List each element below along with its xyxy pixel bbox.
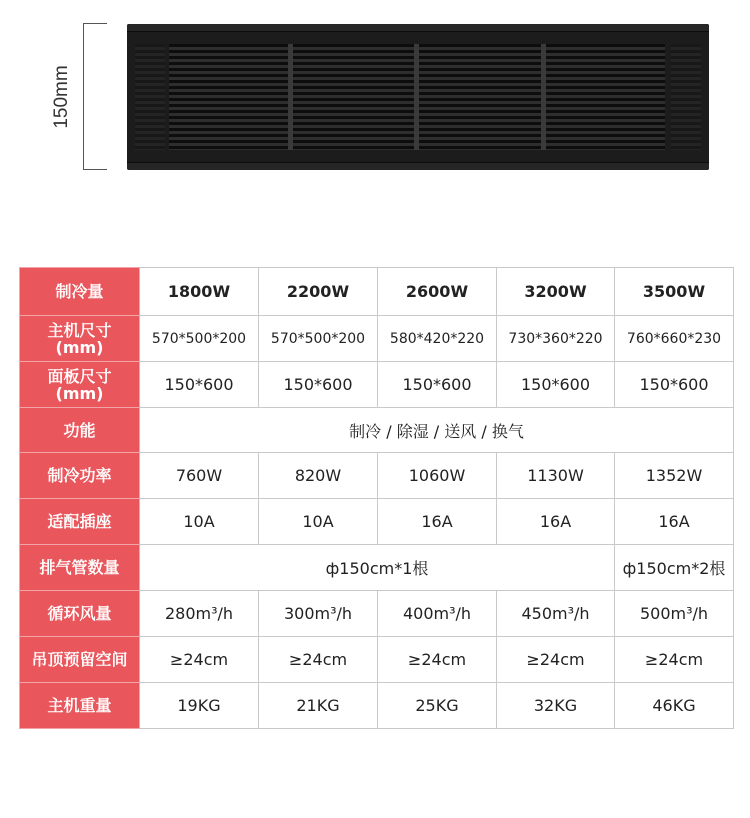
bracket-top-tick (83, 23, 107, 24)
panel-top-rim (127, 24, 709, 32)
cooling-power-cell: 820W (259, 453, 378, 499)
airflow-cell: 300m³/h (259, 591, 378, 637)
weight-cell: 32KG (497, 683, 615, 729)
row-header-capacity: 制冷量 (20, 268, 140, 316)
row-header-socket: 适配插座 (20, 499, 140, 545)
panel-size-cell: 150*600 (497, 362, 615, 408)
host-size-cell: 570*500*200 (140, 316, 259, 362)
row-header-cooling-power: 制冷功率 (20, 453, 140, 499)
row-header-ceiling-space: 吊顶预留空间 (20, 637, 140, 683)
exhaust-pipe-cell-merged: ф150cm*1根 (140, 545, 615, 591)
air-conditioner-panel-image (127, 24, 709, 170)
row-header-host-size-line1: 主机尺寸 (47, 320, 112, 340)
socket-cell: 16A (615, 499, 734, 545)
host-size-cell: 760*660*230 (615, 316, 734, 362)
capacity-cell: 2200W (259, 268, 378, 316)
table-row-cooling-power (20, 453, 734, 499)
exhaust-pipe-cell-last: ф150cm*2根 (615, 545, 734, 591)
weight-cell: 46KG (615, 683, 734, 729)
ceiling-space-cell: ≥24cm (378, 637, 497, 683)
cooling-power-cell: 1060W (378, 453, 497, 499)
socket-cell: 10A (259, 499, 378, 545)
table-row-function (20, 408, 734, 453)
capacity-cell: 3200W (497, 268, 615, 316)
socket-cell: 16A (378, 499, 497, 545)
table-row-exhaust-pipe (20, 545, 734, 591)
ceiling-space-cell: ≥24cm (497, 637, 615, 683)
table-row-ceiling-space (20, 637, 734, 683)
panel-right-slats (671, 44, 701, 150)
table-row-host-size (20, 316, 734, 362)
weight-cell: 19KG (140, 683, 259, 729)
table-row-weight (20, 683, 734, 729)
host-size-cell: 730*360*220 (497, 316, 615, 362)
grille-divider (288, 44, 293, 150)
row-header-host-size (20, 316, 140, 362)
grille-divider (541, 44, 546, 150)
row-header-host-size-line2: (mm) (55, 337, 104, 357)
cooling-power-cell: 1352W (615, 453, 734, 499)
ceiling-space-cell: ≥24cm (140, 637, 259, 683)
spec-table (19, 267, 734, 729)
row-header-panel-size (20, 362, 140, 408)
row-header-function: 功能 (20, 408, 140, 453)
airflow-cell: 500m³/h (615, 591, 734, 637)
table-row-capacity (20, 268, 734, 316)
bracket-bottom-tick (83, 169, 107, 170)
table-row-panel-size (20, 362, 734, 408)
host-size-cell: 580*420*220 (378, 316, 497, 362)
row-header-exhaust-pipe: 排气管数量 (20, 545, 140, 591)
function-cell: 制冷 / 除湿 / 送风 / 换气 (140, 408, 734, 453)
row-header-weight: 主机重量 (20, 683, 140, 729)
table-row-airflow (20, 591, 734, 637)
height-dimension-bracket (83, 23, 107, 170)
capacity-cell: 1800W (140, 268, 259, 316)
panel-left-slats (135, 44, 165, 150)
row-header-airflow: 循环风量 (20, 591, 140, 637)
capacity-cell: 3500W (615, 268, 734, 316)
bracket-line (83, 23, 84, 170)
height-dimension-label: 150mm (51, 65, 72, 129)
socket-cell: 16A (497, 499, 615, 545)
row-header-panel-size-line2: (mm) (55, 383, 104, 403)
socket-cell: 10A (140, 499, 259, 545)
airflow-cell: 400m³/h (378, 591, 497, 637)
ceiling-space-cell: ≥24cm (615, 637, 734, 683)
ceiling-space-cell: ≥24cm (259, 637, 378, 683)
table-row-socket (20, 499, 734, 545)
grille-divider (414, 44, 419, 150)
cooling-power-cell: 1130W (497, 453, 615, 499)
panel-size-cell: 150*600 (259, 362, 378, 408)
host-size-cell: 570*500*200 (259, 316, 378, 362)
airflow-cell: 450m³/h (497, 591, 615, 637)
panel-bottom-rim (127, 162, 709, 170)
row-header-panel-size-line1: 面板尺寸 (47, 366, 112, 386)
weight-cell: 21KG (259, 683, 378, 729)
panel-size-cell: 150*600 (378, 362, 497, 408)
capacity-cell: 2600W (378, 268, 497, 316)
panel-size-cell: 150*600 (615, 362, 734, 408)
weight-cell: 25KG (378, 683, 497, 729)
cooling-power-cell: 760W (140, 453, 259, 499)
airflow-cell: 280m³/h (140, 591, 259, 637)
panel-grille (169, 44, 665, 150)
panel-size-cell: 150*600 (140, 362, 259, 408)
